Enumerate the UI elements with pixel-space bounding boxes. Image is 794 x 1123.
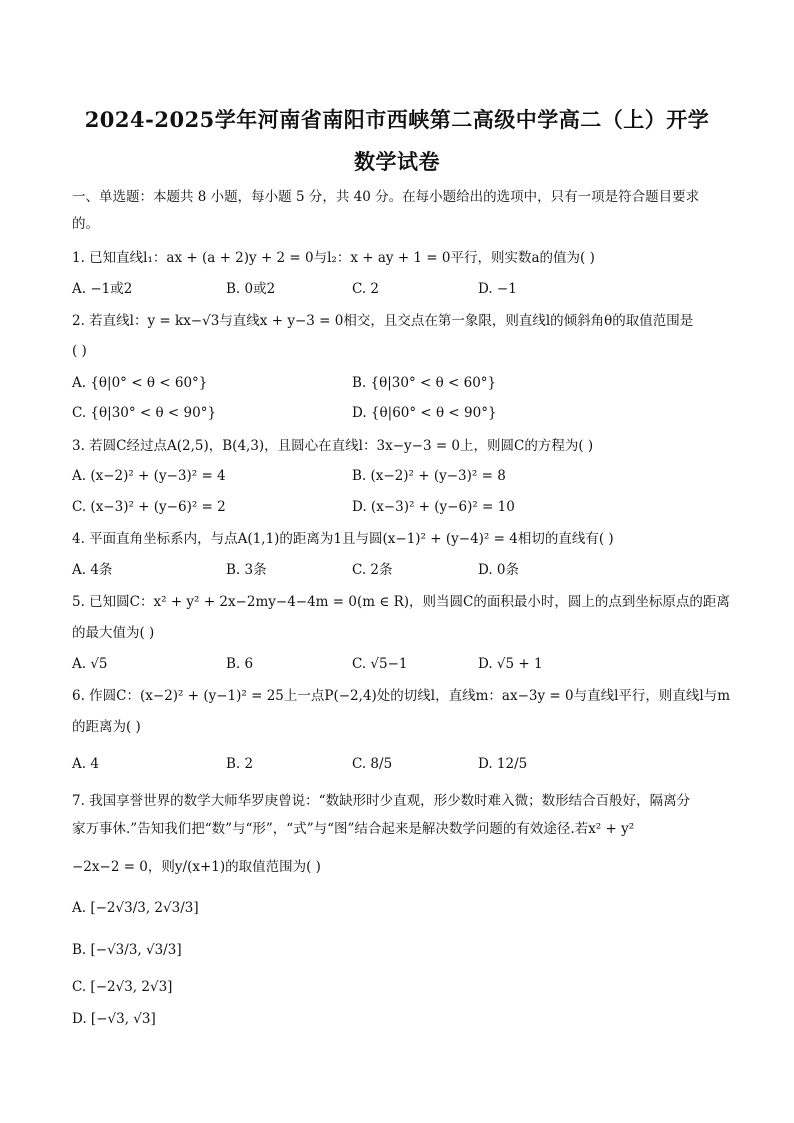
q2-option-c: C. {θ|30° < θ < 90°} — [72, 405, 217, 421]
question-7-stem: 7. 我国享誉世界的数学大师华罗庚曾说：“数缺形时少直观，形少数时难入微；数形结合百般好，隔离分 — [72, 793, 691, 809]
q3-option-b: B. (x−2)² + (y−3)² = 8 — [352, 468, 506, 484]
q3-option-d: D. (x−3)² + (y−6)² = 10 — [352, 499, 515, 515]
q5-option-c: C. √5−1 — [352, 656, 408, 672]
q5-option-d: D. √5 + 1 — [478, 656, 543, 672]
question-2-stem-cont: ( ) — [72, 343, 87, 359]
q6-option-b: B. 2 — [226, 756, 254, 772]
question-3-stem: 3. 若圆C经过点A(2,5)，B(4,3)，且圆心在直线l：3x−y−3 = 0上，则圆C的方程为( ) — [72, 438, 594, 454]
question-6-stem: 6. 作圆C：(x−2)² + (y−1)² = 25上一点P(−2,4)处的切线l，直线m：ax−3y = 0与直线l平行，则直线l与m — [72, 688, 731, 704]
q6-option-a: A. 4 — [72, 756, 99, 772]
page-title-line1: 2024-2025学年河南省南阳市西峡第二高级中学高二（上）开学 — [84, 107, 710, 132]
section-heading: 一、单选题：本题共 8 小题，每小题 5 分，共 40 分。在每小题给出的选项中，只有一项是符合题目要求 — [72, 189, 700, 205]
q2-option-a: A. {θ|0° < θ < 60°} — [72, 375, 208, 391]
question-5-stem: 5. 已知圆C：x² + y² + 2x−2my−4−4m = 0(m ∈ R)，则当圆C的面积最小时，圆上的点到坐标原点的距离 — [72, 594, 730, 610]
q3-option-c: C. (x−3)² + (y−6)² = 2 — [72, 499, 226, 515]
q7-option-b: B. [−√3/3, √3/3] — [72, 942, 182, 958]
question-5-stem-cont: 的最大值为( ) — [72, 625, 155, 641]
q4-option-b: B. 3条 — [226, 562, 267, 578]
q7-option-c: C. [−2√3, 2√3] — [72, 979, 173, 995]
question-4-stem: 4. 平面直角坐标系内，与点A(1,1)的距离为1且与圆(x−1)² + (y−4)² = 4相切的直线有( ) — [72, 531, 614, 547]
section-heading-cont: 的。 — [72, 216, 99, 232]
q5-option-b: B. 6 — [226, 656, 254, 672]
question-2-stem: 2. 若直线l：y = kx−√3与直线x + y−3 = 0相交，且交点在第一象限，则直线l的倾斜角θ的取值范围是 — [72, 313, 694, 329]
q6-option-d: D. 12/5 — [478, 756, 528, 772]
q1-option-b: B. 0或2 — [226, 281, 276, 297]
question-7-stem-cont2: −2x−2 = 0，则y/(x+1)的取值范围为( ) — [72, 859, 321, 875]
q4-option-d: D. 0条 — [478, 562, 520, 578]
q7-option-a: A. [−2√3/3, 2√3/3] — [72, 900, 199, 916]
q5-option-a: A. √5 — [72, 656, 108, 672]
q4-option-c: C. 2条 — [352, 562, 393, 578]
question-1-stem: 1. 已知直线l₁：ax + (a + 2)y + 2 = 0与l₂：x + ay + 1 = 0平行，则实数a的值为( ) — [72, 250, 595, 266]
q2-option-b: B. {θ|30° < θ < 60°} — [352, 375, 497, 391]
q2-option-d: D. {θ|60° < θ < 90°} — [352, 405, 497, 421]
q7-option-d: D. [−√3, √3] — [72, 1011, 156, 1027]
q1-option-c: C. 2 — [352, 281, 380, 297]
q6-option-c: C. 8/5 — [352, 756, 393, 772]
q1-option-a: A. −1或2 — [72, 281, 133, 297]
question-7-stem-cont: 家万事休.”告知我们把“数”与“形”，“式”与“图”结合起来是解决数学问题的有效途径.若x² + y² — [72, 821, 635, 837]
page-title-line2: 数学试卷 — [354, 149, 440, 174]
question-6-stem-cont: 的距离为( ) — [72, 719, 141, 735]
q1-option-d: D. −1 — [478, 281, 517, 297]
q4-option-a: A. 4条 — [72, 562, 113, 578]
q3-option-a: A. (x−2)² + (y−3)² = 4 — [72, 468, 226, 484]
